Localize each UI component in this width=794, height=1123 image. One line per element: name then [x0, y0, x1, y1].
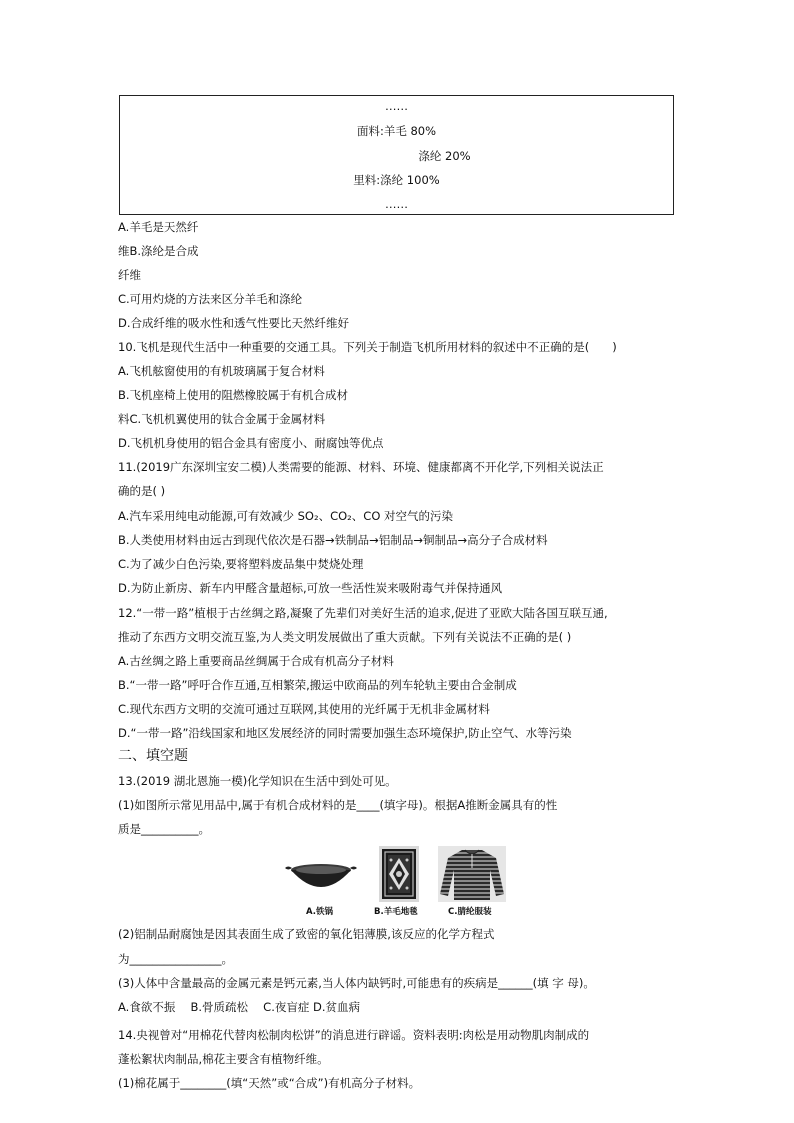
caption-sweater: C.腈纶服装: [448, 907, 492, 917]
label-ellipsis-bottom: ……: [385, 197, 408, 211]
carpet-icon: [379, 846, 419, 906]
q10-option-b: B.飞机座椅上使用的阻燃橡胶属于有机合成材: [118, 388, 349, 402]
q11-option-b: B.人类使用材料由远古到现代依次是石器→铁制品→铝制品→铜制品→高分子合成材料: [118, 533, 548, 547]
q12-option-c: C.现代东西方文明的交流可通过互联网,其使用的光纤属于无机非金属材料: [118, 702, 490, 716]
q11-stem-line2: 确的是( ): [118, 484, 166, 498]
q11-option-d: D.为防止新房、新车内甲醛含量超标,可放一些活性炭来吸附毒气并保持通风: [118, 581, 503, 595]
q11-option-c: C.为了减少白色污染,要将塑料废品集中焚烧处理: [118, 557, 364, 571]
q9-option-b-cont: 纤维: [118, 268, 141, 282]
clothing-label-box: [119, 95, 674, 215]
label-fabric-polyester: 涤纶 20%: [418, 149, 471, 163]
q10-stem: 10.飞机是现代生活中一种重要的交通工具。下列关于制造飞机所用材料的叙述中不正确的是( ): [118, 340, 617, 354]
q10-option-d: D.飞机机身使用的铝合金具有密度小、耐腐蚀等优点: [118, 436, 384, 450]
q14-stem-line2: 蓬松絮状肉制品,棉花主要含有植物纤维。: [118, 1052, 329, 1066]
q12-stem-line1: 12.“一带一路”植根于古丝绸之路,凝聚了先辈们对美好生活的追求,促进了亚欧大陆各国互联互通,: [118, 606, 608, 620]
label-ellipsis-top: ……: [385, 99, 408, 113]
q14-stem-line1: 14.央视曾对“用棉花代替肉松制肉松饼”的消息进行辟谣。资料表明:肉松是用动物肌肉制成的: [118, 1028, 590, 1042]
caption-wok: A.铁锅: [306, 907, 333, 917]
q12-stem-line2: 推动了东西方文明交流互鉴,为人类文明发展做出了重大贡献。下列有关说法不正确的是( ): [118, 630, 572, 644]
caption-carpet: B.羊毛地毯: [374, 907, 418, 917]
label-lining: 里料:涤纶 100%: [353, 173, 440, 187]
q9-option-c: C.可用灼烧的方法来区分羊毛和涤纶: [118, 292, 303, 306]
q13-part2-line1: (2)铝制品耐腐蚀是因其表面生成了致密的氧化铝薄膜,该反应的化学方程式: [118, 927, 495, 941]
q11-option-a: A.汽车采用纯电动能源,可有效减少 SO₂、CO₂、CO 对空气的污染: [118, 509, 454, 523]
sweater-icon: [438, 846, 506, 906]
section-heading-fill-in: 二、填空题: [118, 748, 188, 764]
q10-option-c: 料C.飞机机翼使用的钛合金属于金属材料: [118, 412, 326, 426]
q13-part1-line1: (1)如图所示常见用品中,属于有机合成材料的是____(填字母)。根据A推断金属具有的性: [118, 798, 558, 812]
q12-option-a: A.古丝绸之路上重要商品丝绸属于合成有机高分子材料: [118, 654, 394, 668]
q12-option-b: B.“一带一路”呼吁合作互通,互相繁荣,搬运中欧商品的列车轮轨主要由合金制成: [118, 678, 517, 692]
label-fabric-wool: 面料:羊毛 80%: [356, 124, 437, 138]
q9-option-d: D.合成纤维的吸水性和透气性要比天然纤维好: [118, 316, 350, 330]
q13-part2-line2: 为________________。: [118, 952, 233, 966]
q13-stem: 13.(2019 湖北恩施一模)化学知识在生活中到处可见。: [118, 774, 397, 788]
q13-part3: (3)人体中含量最高的金属元素是钙元素,当人体内缺钙时,可能患有的疾病是______(填 字 母)。: [118, 976, 595, 990]
q13-part3-options: A.食欲不振 B.骨质疏松 C.夜盲症 D.贫血病: [118, 1000, 361, 1014]
q10-option-a: A.飞机舷窗使用的有机玻璃属于复合材料: [118, 364, 325, 378]
q11-stem-line1: 11.(2019广东深圳宝安二模)人类需要的能源、材料、环境、健康都离不开化学,下列相关说法正: [118, 460, 604, 474]
q13-part1-line2: 质是__________。: [118, 822, 210, 836]
wok-icon: [285, 858, 357, 902]
q12-option-d: D.“一带一路”沿线国家和地区发展经济的同时需要加强生态环境保护,防止空气、水等污染: [118, 726, 572, 740]
q14-part1: (1)棉花属于________(填“天然”或“合成”)有机高分子材料。: [118, 1076, 421, 1090]
q9-option-a: A.羊毛是天然纤: [118, 220, 199, 234]
q9-option-b: 维B.涤纶是合成: [118, 244, 199, 258]
